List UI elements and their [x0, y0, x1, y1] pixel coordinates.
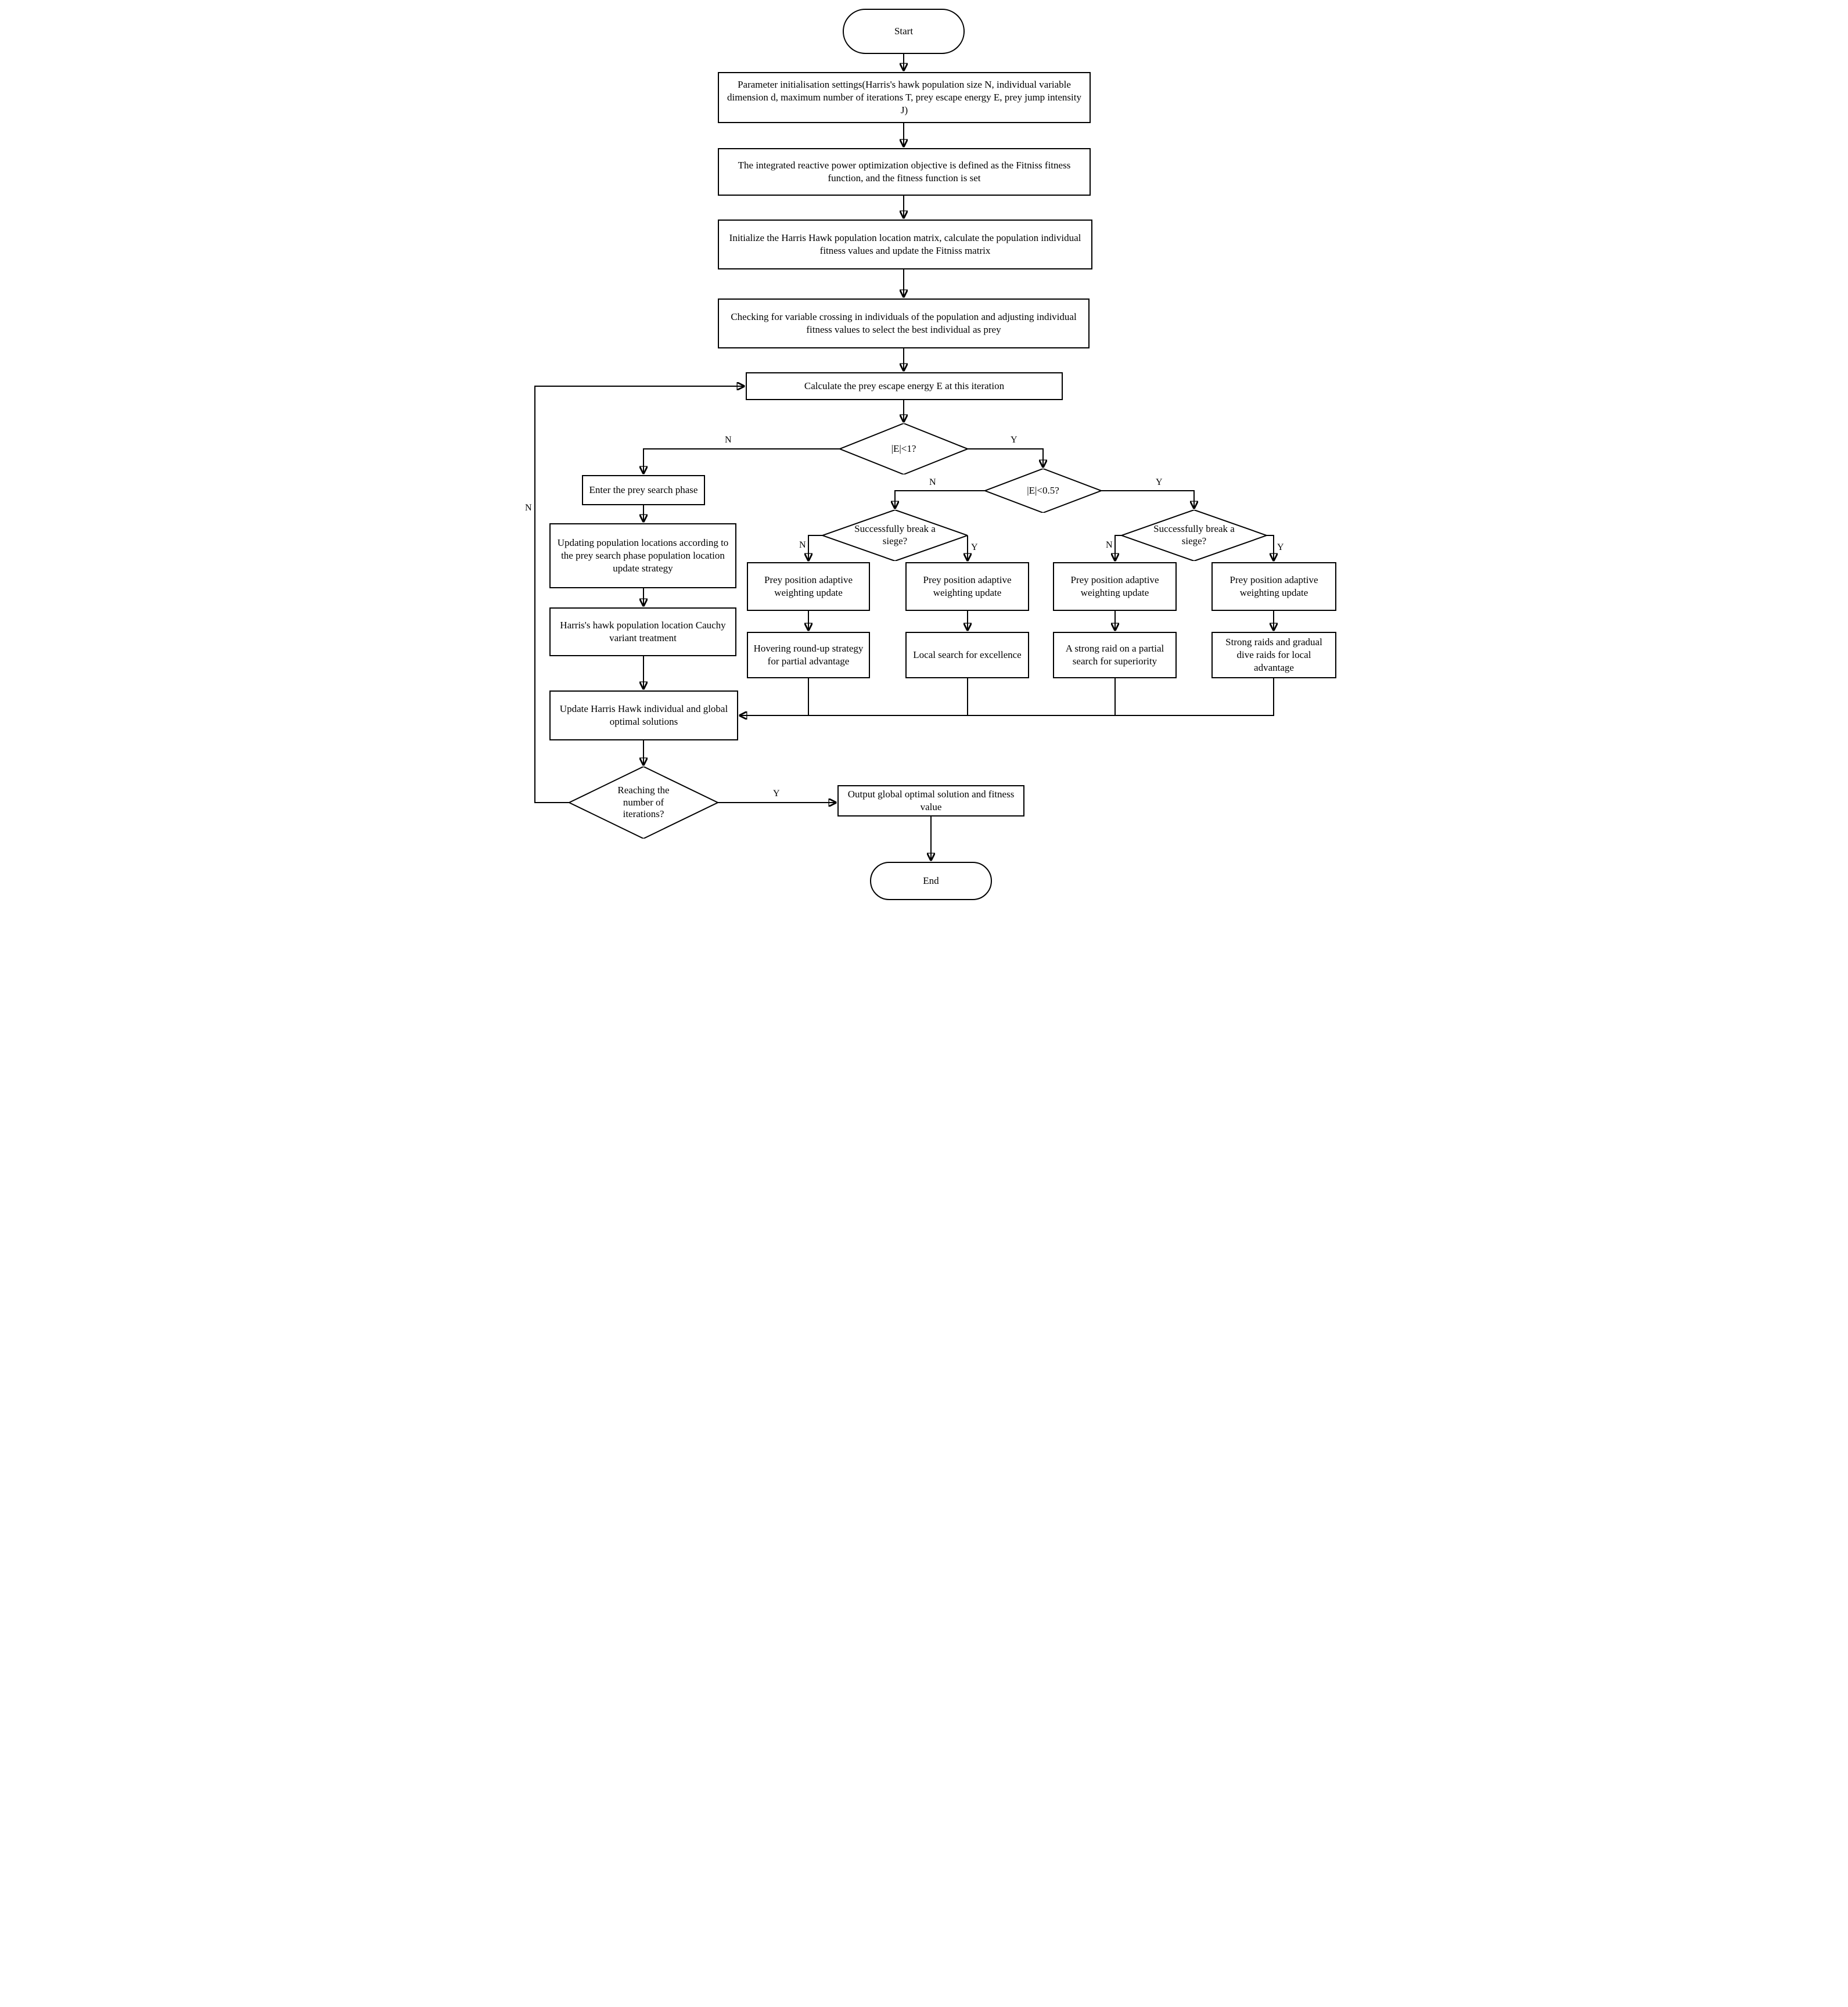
- node-prey-position-update-1: [747, 562, 870, 611]
- node-prey-position-update-2-label: Prey position adaptive weighting update: [923, 574, 1012, 598]
- node-initialize-population-matrix: [718, 220, 1092, 269]
- node-update-optimal-solutions-label: Update Harris Hawk individual and global optimal solutions: [559, 703, 728, 727]
- node-check-variable-crossing: [718, 298, 1090, 348]
- node-update-population-locations: [549, 523, 736, 588]
- node-define-fitness-objective: [718, 148, 1091, 196]
- node-prey-position-update-3-label: Prey position adaptive weighting update: [1070, 574, 1159, 598]
- node-strong-raid-partial-search-label: A strong raid on a partial search for superiority: [1065, 643, 1164, 667]
- node-parameter-initialisation: [718, 72, 1091, 123]
- decision-reaching-iterations-label: Reaching the number of iterations?: [617, 784, 670, 820]
- node-update-optimal-solutions: [549, 690, 738, 740]
- decision-abs-e-lt-0-5-label: |E|<0.5?: [1027, 484, 1059, 496]
- node-prey-position-update-1-label: Prey position adaptive weighting update: [764, 574, 853, 598]
- node-check-variable-crossing-label: Checking for variable crossing in individuals of the population and adjusting individual fitness values to select the best individual as prey: [731, 311, 1077, 335]
- node-local-search-excellence: [905, 632, 1029, 678]
- edge-label-n-abs-e-lt-1: N: [725, 435, 732, 445]
- edge-label-y-siege-left: Y: [971, 542, 978, 552]
- node-cauchy-variant-treatment: [549, 607, 736, 656]
- edge-label-y-iterations: Y: [773, 789, 780, 799]
- node-strong-raid-partial-search: [1053, 632, 1177, 678]
- node-calculate-escape-energy: [746, 372, 1063, 400]
- node-update-population-locations-label: Updating population locations according to the prey search phase population location update strategy: [557, 537, 729, 574]
- node-initialize-population-matrix-label: Initialize the Harris Hawk population location matrix, calculate the population individual fitness values and update the Fitniss matrix: [729, 232, 1081, 256]
- decision-reaching-iterations: [569, 767, 718, 839]
- edge-label-n-abs-e-lt-0-5: N: [929, 477, 936, 487]
- edge-label-y-siege-right: Y: [1277, 542, 1284, 552]
- node-local-search-excellence-label: Local search for excellence: [913, 649, 1022, 661]
- node-prey-position-update-3: [1053, 562, 1177, 611]
- edge-label-n-iterations-loop: N: [525, 503, 532, 513]
- edge-label-n-siege-right: N: [1106, 540, 1113, 550]
- node-enter-prey-search-phase-label: Enter the prey search phase: [589, 484, 698, 496]
- decision-siege-right-label: Successfully break a siege?: [1153, 523, 1235, 546]
- node-strong-raids-dive-label: Strong raids and gradual dive raids for local advantage: [1225, 636, 1322, 673]
- node-prey-position-update-4: [1211, 562, 1336, 611]
- decision-siege-left: [822, 510, 968, 561]
- edge-label-y-abs-e-lt-1: Y: [1011, 435, 1018, 445]
- decision-abs-e-lt-0-5: [985, 469, 1101, 513]
- node-end: [870, 862, 992, 900]
- node-cauchy-variant-treatment-label: Harris's hawk population location Cauchy variant treatment: [560, 620, 726, 643]
- node-start: [843, 9, 965, 54]
- decision-siege-left-label: Successfully break a siege?: [854, 523, 936, 546]
- decision-abs-e-lt-1-label: |E|<1?: [891, 443, 916, 454]
- node-prey-position-update-2: [905, 562, 1029, 611]
- flowchart-canvas: [509, 0, 1339, 909]
- node-hovering-roundup-strategy: [747, 632, 870, 678]
- node-output-global-optimal: [837, 785, 1024, 817]
- node-define-fitness-objective-label: The integrated reactive power optimization objective is defined as the Fitniss fitness function, and the fitness function is set: [738, 160, 1071, 184]
- node-strong-raids-dive: [1211, 632, 1336, 678]
- node-parameter-initialisation-label: Parameter initialisation settings(Harris's hawk population size N, individual variable dimension d, maximum number of iterations T, prey escape energy E, prey jump intensity J): [727, 79, 1081, 116]
- node-start-label: Start: [894, 26, 914, 37]
- decision-siege-right: [1121, 510, 1267, 561]
- node-prey-position-update-4-label: Prey position adaptive weighting update: [1229, 574, 1318, 598]
- node-end-label: End: [923, 875, 939, 887]
- node-output-global-optimal-label: Output global optimal solution and fitness value: [847, 789, 1015, 812]
- edge-label-n-siege-left: N: [799, 540, 806, 550]
- node-hovering-roundup-strategy-label: Hovering round-up strategy for partial advantage: [753, 643, 864, 667]
- node-enter-prey-search-phase: [582, 475, 705, 505]
- decision-abs-e-lt-1: [840, 423, 968, 474]
- edge-label-y-abs-e-lt-0-5: Y: [1156, 477, 1163, 487]
- node-calculate-escape-energy-label: Calculate the prey escape energy E at this iteration: [804, 380, 1005, 392]
